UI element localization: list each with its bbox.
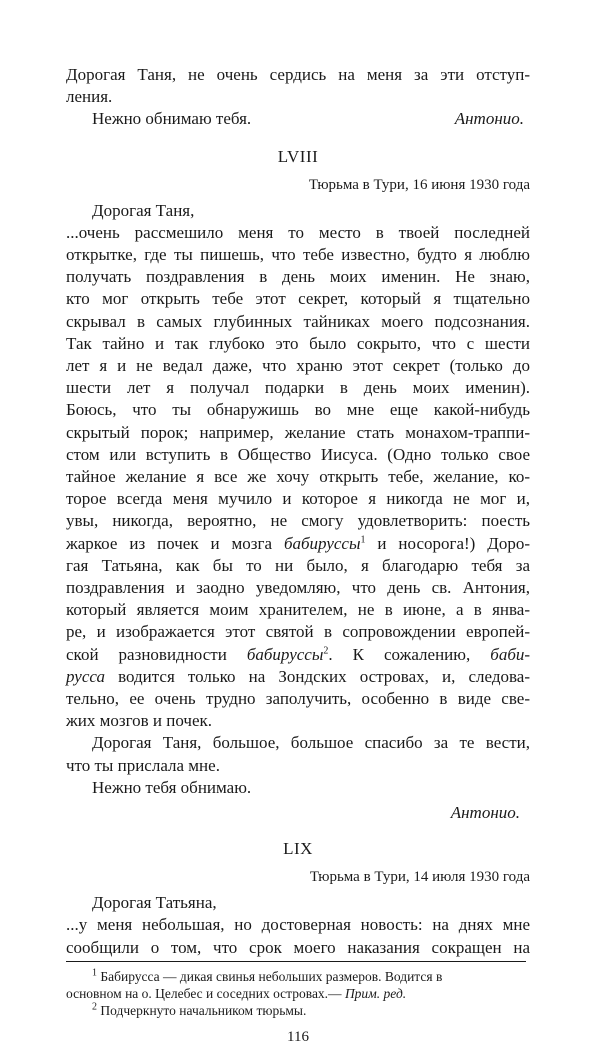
footnote-2: $^2$ Подчеркнуто начальником тюрьмы.	[92, 1001, 307, 1018]
letter-58-line: Так тайно и так глубоко это было сокрыто, что с шести	[66, 333, 530, 353]
letter-58-line: тайное желание я все же хочу открыть тебе, желание, ко-	[66, 467, 530, 487]
letter-58-line-babirussa-2: ской разновидности бабируссы$^2$. К сожалению, баби-	[66, 644, 531, 664]
intro-embrace: Нежно обнимаю тебя.	[92, 109, 252, 129]
letter-58-line: шести лет я получал подарки в день моих именин).	[66, 378, 530, 398]
letter-58-line: открытке, где ты пишешь, что тебе известно, будто я люблю	[66, 245, 530, 265]
letter-58-signature: Антонио.	[450, 803, 520, 823]
intro-signature: Антонио.	[454, 109, 524, 129]
intro-line-1: Дорогая Таня, не очень сердись на меня за эти отступ-	[66, 65, 530, 84]
letter-58-line: кто мог открыть тебе этот секрет, который я тщательно	[66, 289, 530, 309]
book-page	[66, 64, 530, 1046]
letter-59-line: ...у меня небольшая, но достоверная новость: на днях мне	[66, 915, 530, 935]
letter-58-thanks-1: Дорогая Таня, большое, большое спасибо за те вести,	[92, 733, 530, 753]
letter-58-line: скрытый порок; например, желание стать монахом-траппи-	[66, 422, 530, 442]
letter-58-line: Боюсь, что ты обнаружишь во мне еще какой-нибудь	[66, 400, 530, 420]
letter-58-place-date: Тюрьма в Тури, 16 июня 1930 года	[308, 176, 530, 193]
letter-58-line: ре, и изображается этот святой в сопровождении европей-	[66, 622, 530, 642]
footnote-1-line-2: основном на о. Целебес и соседних островах.— Прим. ред.	[66, 985, 407, 1001]
letter-58-thanks-2: что ты прислала мне.	[66, 755, 220, 775]
letter-59-place-date: Тюрьма в Тури, 14 июля 1930 года	[309, 869, 530, 886]
letter-59-number: LIX	[283, 839, 313, 859]
letter-58-salutation: Дорогая Таня,	[92, 200, 195, 220]
letter-58-line: лет я и не ведал даже, что храню этот секрет (только до	[66, 356, 530, 376]
intro-closing	[66, 108, 530, 130]
letter-58-line: увы, никогда, вероятно, не смогу удовлетворить: поесть	[66, 511, 530, 531]
letter-58-line: ...очень рассмешило меня то место в твоей последней	[66, 222, 530, 242]
letter-58-line: поздравления и заодно уведомляю, что день св. Антония,	[66, 578, 530, 598]
footnote-separator	[66, 961, 526, 962]
page-number: 116	[287, 1028, 309, 1045]
letter-58-line: получать поздравления в день моих именин. Не знаю,	[66, 267, 530, 287]
letter-58-line: гая Татьяна, как бы то ни было, я благодарю тебя за	[66, 555, 530, 575]
letter-58-line: торое всегда меня мучило и которое я никогда не мог и,	[66, 489, 530, 509]
letter-58-number: LVIII	[277, 146, 319, 166]
letter-58-embrace: Нежно тебя обнимаю.	[92, 777, 252, 797]
letter-58-line: который является моим хранителем, не в июне, а в янва-	[66, 600, 530, 620]
intro-line-2: ления.	[66, 87, 113, 107]
letter-59-line: сообщили о том, что срок моего наказания сокращен на	[66, 937, 530, 957]
letter-58-line-babirussa-3: русса водится только на Зондских островах, и, следова-	[66, 666, 530, 686]
letter-59-salutation: Дорогая Татьяна,	[92, 893, 217, 913]
letter-58-line-babirussa-1: жаркое из почек и мозга бабируссы$^1$ и носорога!) Доро-	[66, 533, 531, 553]
letter-58-line: стом или вступить в Общество Иисуса. (Одно только свое	[66, 444, 530, 464]
letter-58-line: тельно, ее очень трудно заполучить, особенно в виде све-	[66, 689, 530, 709]
letter-58-line: скрывал в самых глубинных тайниках моего подсознания.	[66, 311, 530, 331]
letter-58-line: жих мозгов и почек.	[66, 711, 213, 731]
footnote-1-line-1: $^1$ Бабирусса — дикая свинья небольших размеров. Водится в	[92, 967, 443, 984]
